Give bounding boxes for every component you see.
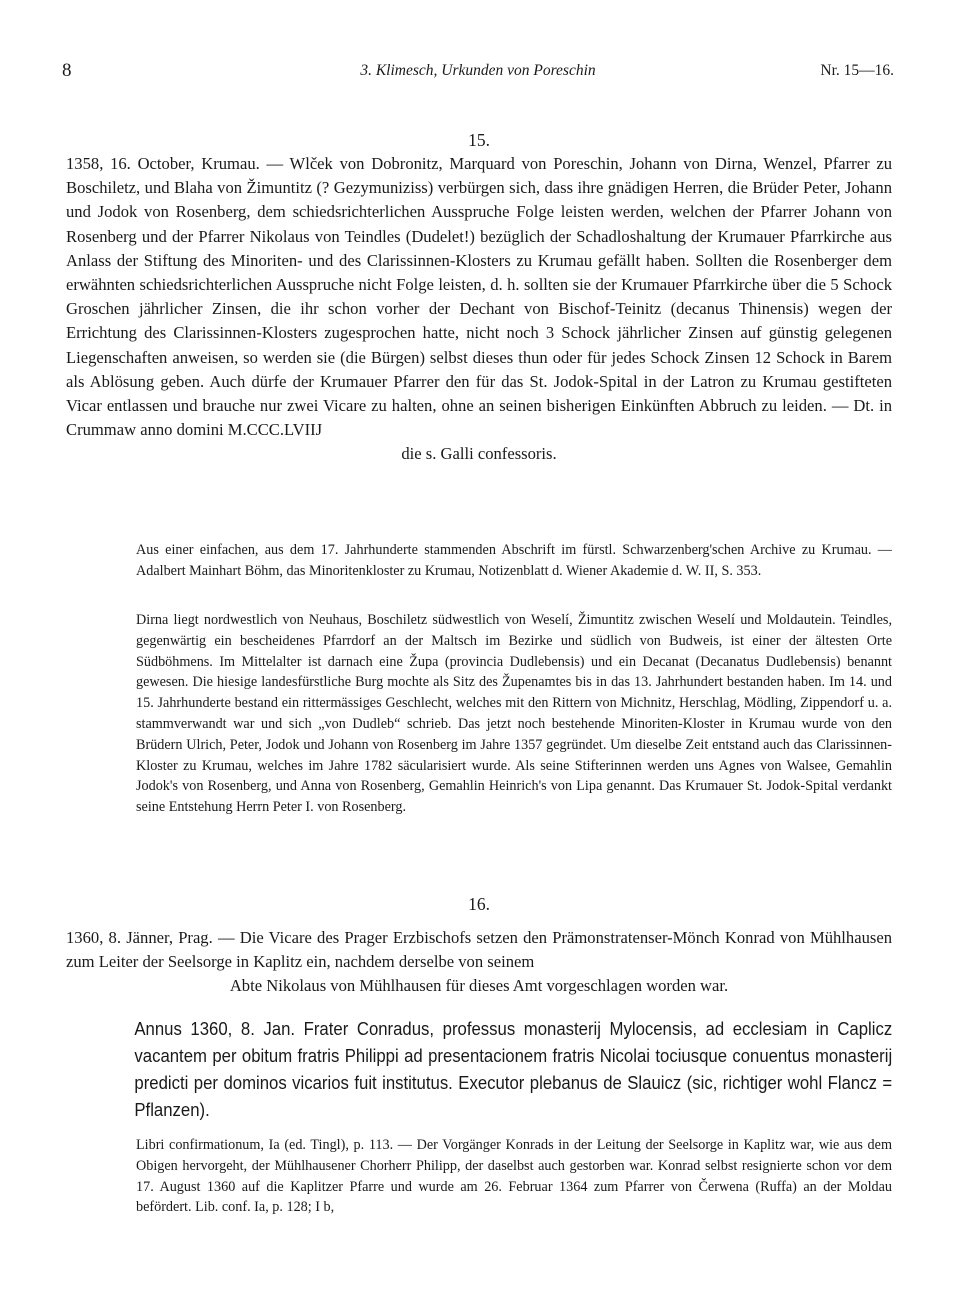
- doc16-regest-end: Abte Nikolaus von Mühlhausen für dieses Amt vorgeschlagen worden war.: [229, 976, 729, 996]
- number-range: Nr. 15—16.: [820, 62, 894, 79]
- page-number: 8: [62, 60, 72, 81]
- doc15-regest: [66, 152, 892, 467]
- doc16-regest: [66, 926, 892, 999]
- doc15-regest-text: 1358, 16. October, Krumau. — Wlček von Dobronitz, Marquard von Poreschin, Johann von Dirna, Wenzel, Pfarrer zu Boschiletz, und Blaha von Žimuntitz (? Gezymuniziss) verbürgen sich, dass ihre gnädigen Herren, die Brüder Peter, Johann und Jodok von Rosenberg, dem schiedsrichterlichen Ausspruche Folge leisten werden, welchen der Pfarrer Johann von Rosenberg und der Pfarrer Nikolaus von Teindles (Dudelet!) bezüglich der Schadloshaltung der Krumauer Pfarrkirche aus Anlass der Stiftung des Minoriten- und des Clarissinnen-Klosters zu Krumau gefällt haben. Sollten die Rosenberger dem erwähnten schiedsrichterlichen Ausspruche nicht Folge leisten, d. h. sollten sie der Krumauer Pfarrkirche über die 5 Schock Groschen jährlicher Zinsen, die ihr schon vorher der Dechant von Bischof-Teinitz (decanus Thinensis) wegen der Errichtung des Clarissinnen-Klosters zugesprochen hatte, nicht noch 3 Schock jährlicher Zinsen auf günstig gelegenen Liegenschaften anweisen, so werden sie (die Bürgen) selbst dieses thun oder für jedes Schock Zinsen 12 Schock in Barem als Ablösung geben. Auch dürfe der Krumauer Pfarrer den für das St. Jodok-Spital in der Latron zu Krumau gestifteten Vicar entlassen und brauche nur zwei Vicare zu halten, ohne an seinen bisherigen Einkünften Abbruch zu leiden. — Dt. in Crummaw anno domini M.CCC.LVIIJ: [66, 154, 892, 440]
- doc16-source-text: Libri confirmationum, Ia (ed. Tingl), p. 113. — Der Vorgänger Konrads in der Leitung der Seelsorge in Kaplitz war, wie aus dem Obigen hervorgeht, der Mühlhausener Chorherr Philipp, der daselbst auch gestorben war. Konrad selbst resignierte schon vor dem 17. August 1360 auf die Kaplitzer Pfarre und wurde am 26. Februar 1364 zum Pfarrer von Čerwena (Ruffa) an der Moldau befördert. Lib. conf. Ia, p. 128; I b,: [136, 1137, 892, 1216]
- doc16-number: 16.: [468, 894, 490, 914]
- running-title: 3. Klimesch, Urkunden von Poreschin: [360, 62, 596, 79]
- doc15-number: 15.: [468, 130, 490, 150]
- running-header: [62, 62, 894, 86]
- doc16-latin-text: [66, 1015, 892, 1123]
- doc16-latin-body: Annus 1360, 8. Jan. Frater Conradus, professus monasterij Mylocensis, ad ecclesiam in Caplicz vacantem per obitum fratris Philippi ad presentacionem fratris Nicolai tociusque conuentus monasterij predicti per dominos vicarios fuit institutus. Executor plebanus de Slauicz (sic, richtiger wohl Flancz = Pflanzen).: [134, 1018, 893, 1120]
- doc15-source-text: Aus einer einfachen, aus dem 17. Jahrhunderte stammenden Abschrift im fürstl. Schwarzenberg'schen Archive zu Krumau. — Adalbert Mainhart Böhm, das Minoritenkloster zu Krumau, Notizenblatt d. Wiener Akademie d. W. II, S. 353.: [136, 542, 892, 579]
- doc15-source-note: [66, 540, 892, 582]
- doc16-regest-text: 1360, 8. Jänner, Prag. — Die Vicare des Prager Erzbischofs setzen den Prämonstratenser-Mönch Konrad von Mühlhausen zum Leiter der Seelsorge in Kaplitz ein, nachdem derselbe von seinem: [66, 928, 892, 972]
- doc15-commentary: [66, 610, 892, 818]
- doc15-commentary-text: Dirna liegt nordwestlich von Neuhaus, Boschiletz südwestlich von Weselí, Žimuntitz zwischen Weselí und Moldautein. Teindles, gegenwärtig ein bescheidenes Pfarrdorf an der Maltsch im Bezirke und südlich von Budweis, ist einer der ältesten Orte Südböhmens. Im Mittelalter ist darnach eine Župa (provincia Dudlebensis) und ein Decanat (Decanatus Dudlebensis) benannt gewesen. Die hiesige landesfürstliche Burg mochte als Sitz des Župenamtes bis in das 13. Jahrhundert bestanden haben. Im 14. und 15. Jahrhunderte bestand ein rittermässiges Geschlecht, welches mit den Rittern von Michnitz, Herschlag, Mödling, Zippendorf u. a. stammverwandt war und sich „von Dudleb“ schrieb. Das jetzt noch bestehende Minoriten-Kloster in Krumau wurde von den Brüdern Ulrich, Peter, Jodok und Johann von Rosenberg im Jahre 1357 gegründet. Um dieselbe Zeit entstand auch das Clarissinnen-Kloster zu Krumau, welches im Jahre 1782 säcularisiert wurde. Als seine Stifterinnen werden uns Agnes von Walsee, Gemahlin Jodok's von Rosenberg, und Anna von Rosenberg, Gemahlin Heinrich's von Lipa genannt. Das Krumauer St. Jodok-Spital verdankt seine Entstehung Herrn Peter I. von Rosenberg.: [136, 612, 892, 816]
- doc16-source-note: [66, 1135, 892, 1218]
- doc15-regest-end: die s. Galli confessoris.: [401, 444, 557, 464]
